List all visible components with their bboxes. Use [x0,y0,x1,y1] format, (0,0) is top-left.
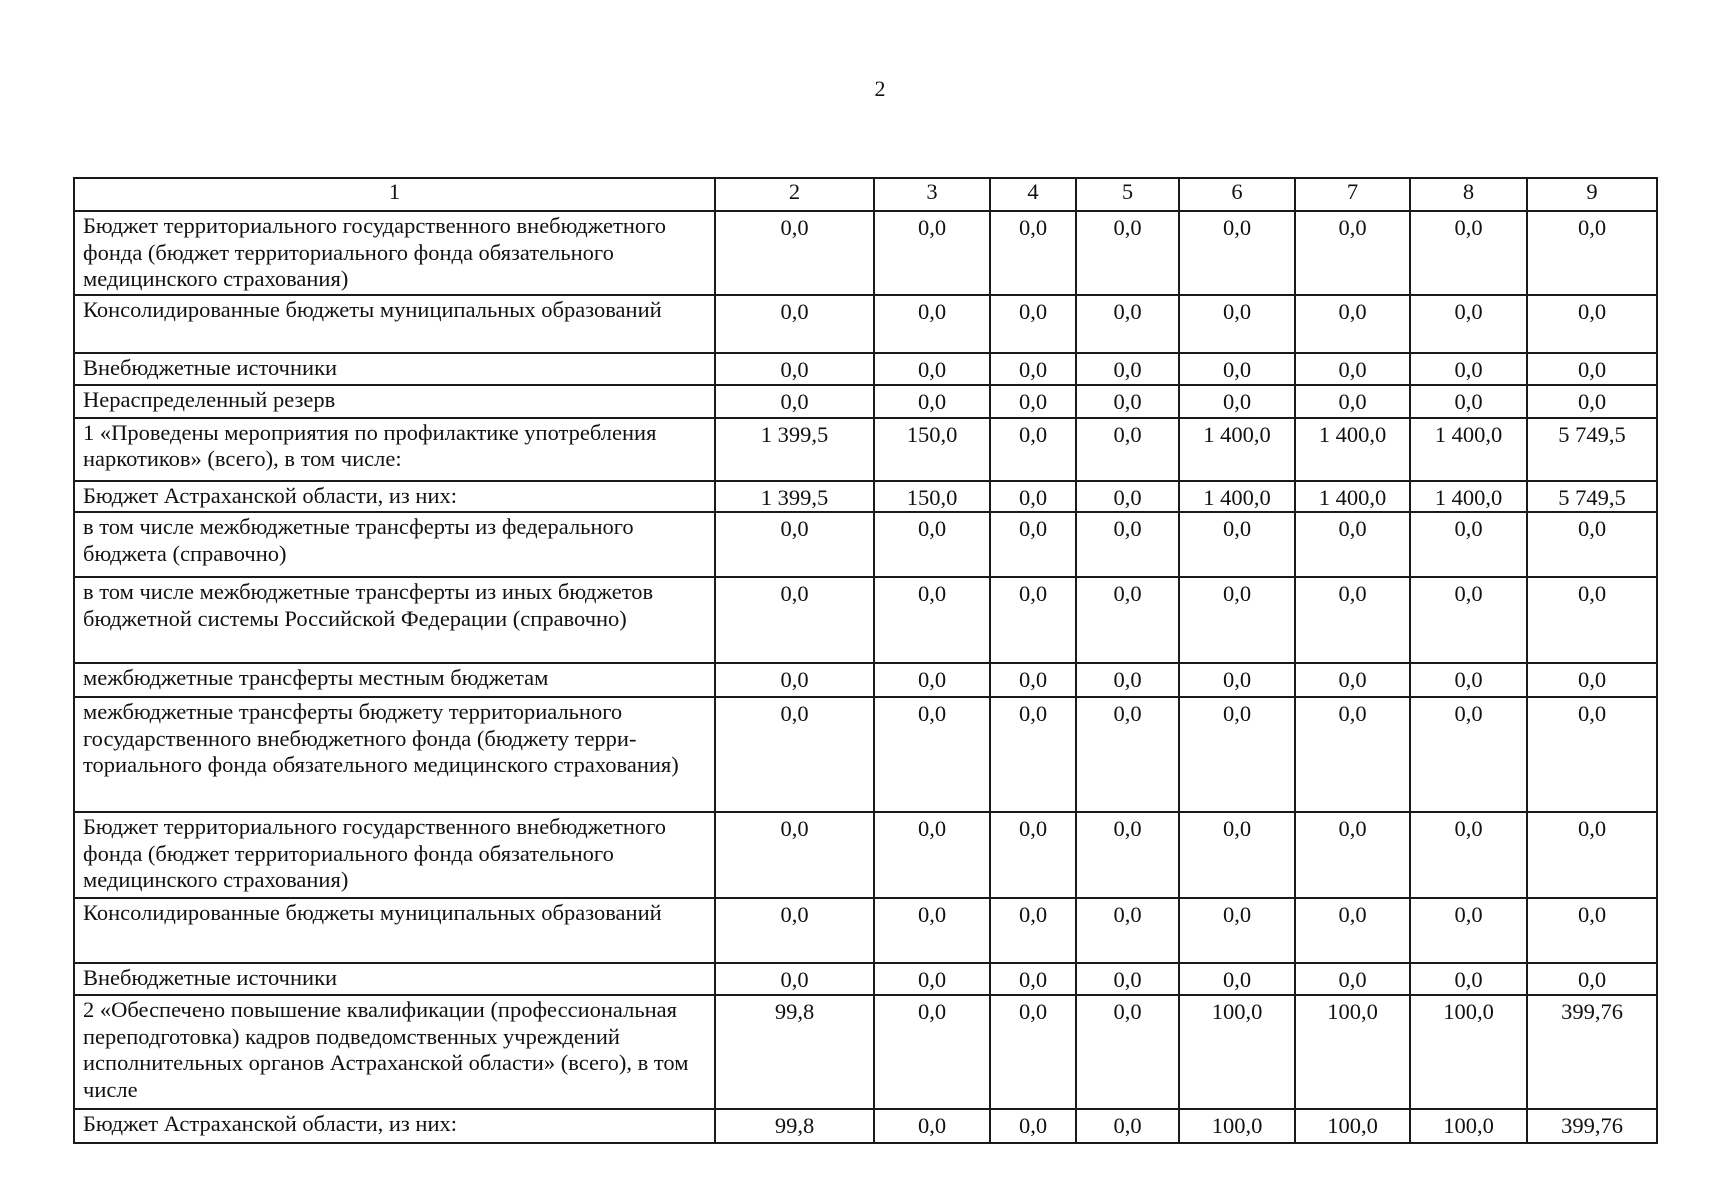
table-row [74,577,1657,663]
cell-value: 0,0 [1527,385,1657,418]
cell-value: 0,0 [1527,697,1657,812]
cell-value: 1 400,0 [1179,418,1295,481]
cell-value: 0,0 [1410,663,1527,697]
cell-value: 0,0 [715,385,874,418]
cell-value: 0,0 [1295,697,1410,812]
table-row [74,663,1657,697]
cell-value: 0,0 [1527,663,1657,697]
budget-table [73,177,1658,1144]
cell-value: 0,0 [715,577,874,663]
cell-value: 1 400,0 [1410,418,1527,481]
cell-value: 1 400,0 [1295,418,1410,481]
cell-value: 1 400,0 [1179,481,1295,513]
cell-value: 0,0 [990,481,1076,513]
cell-value: 0,0 [1179,812,1295,898]
column-header: 6 [1179,178,1295,211]
cell-value: 0,0 [1410,577,1527,663]
cell-value: 0,0 [1410,295,1527,353]
row-label: Консолидированные бюджеты муниципальных образований [74,295,715,353]
cell-value: 1 399,5 [715,418,874,481]
cell-value: 0,0 [715,812,874,898]
row-label: Внебюджетные источники [74,353,715,385]
cell-value: 0,0 [1179,512,1295,577]
row-label: в том числе межбюджетные трансферты из иных бюджетов бюджетной системы Российской Федерации (справочно) [74,577,715,663]
cell-value: 0,0 [1527,577,1657,663]
table-row [74,963,1657,995]
cell-value: 0,0 [1410,963,1527,995]
cell-value: 0,0 [874,295,990,353]
cell-value: 0,0 [1410,211,1527,295]
cell-value: 0,0 [1179,385,1295,418]
cell-value: 0,0 [990,385,1076,418]
cell-value: 0,0 [874,211,990,295]
cell-value: 0,0 [874,353,990,385]
table-row [74,812,1657,898]
cell-value: 0,0 [1410,385,1527,418]
cell-value: 0,0 [1410,353,1527,385]
cell-value: 100,0 [1410,1109,1527,1143]
table-header-row [74,178,1657,211]
table-row [74,211,1657,295]
table-row [74,898,1657,963]
cell-value: 5 749,5 [1527,481,1657,513]
cell-value: 0,0 [990,1109,1076,1143]
cell-value: 0,0 [1179,697,1295,812]
cell-value: 0,0 [1295,663,1410,697]
cell-value: 0,0 [990,697,1076,812]
cell-value: 100,0 [1410,995,1527,1109]
cell-value: 0,0 [715,211,874,295]
table-row [74,995,1657,1109]
cell-value: 0,0 [1076,963,1179,995]
column-header: 8 [1410,178,1527,211]
cell-value: 0,0 [1527,812,1657,898]
cell-value: 0,0 [874,577,990,663]
cell-value: 99,8 [715,995,874,1109]
cell-value: 0,0 [874,697,990,812]
cell-value: 0,0 [1527,963,1657,995]
cell-value: 0,0 [1179,663,1295,697]
table-row [74,295,1657,353]
cell-value: 0,0 [990,963,1076,995]
cell-value: 0,0 [1295,295,1410,353]
cell-value: 0,0 [1295,963,1410,995]
cell-value: 0,0 [874,1109,990,1143]
cell-value: 0,0 [1295,353,1410,385]
cell-value: 0,0 [1076,663,1179,697]
row-label: Бюджет Астраханской области, из них: [74,1109,715,1143]
cell-value: 0,0 [1076,812,1179,898]
cell-value: 0,0 [1527,898,1657,963]
cell-value: 0,0 [715,898,874,963]
cell-value: 0,0 [874,663,990,697]
cell-value: 0,0 [1076,295,1179,353]
column-header: 2 [715,178,874,211]
cell-value: 0,0 [990,577,1076,663]
cell-value: 0,0 [1527,295,1657,353]
cell-value: 0,0 [1076,418,1179,481]
cell-value: 0,0 [1179,577,1295,663]
page-number: 2 [874,76,886,101]
row-label: межбюджетные трансферты бюджету территориального государственного внебюджетного фонда (бюджету территориального фонда обязательного медицинского страхования) [74,697,715,812]
table-row [74,353,1657,385]
cell-value: 0,0 [1076,697,1179,812]
cell-value: 399,76 [1527,995,1657,1109]
cell-value: 0,0 [1295,385,1410,418]
cell-value: 0,0 [715,353,874,385]
row-label: Бюджет территориального государственного внебюджетного фонда (бюджет территориального фонда обязательного медицинского страхования) [74,211,715,295]
cell-value: 0,0 [1179,963,1295,995]
row-label: Внебюджетные источники [74,963,715,995]
column-header: 9 [1527,178,1657,211]
cell-value: 5 749,5 [1527,418,1657,481]
cell-value: 0,0 [990,512,1076,577]
cell-value: 100,0 [1295,1109,1410,1143]
column-header: 5 [1076,178,1179,211]
cell-value: 0,0 [1076,512,1179,577]
cell-value: 0,0 [1295,812,1410,898]
cell-value: 0,0 [990,995,1076,1109]
cell-value: 0,0 [1076,385,1179,418]
cell-value: 0,0 [1076,211,1179,295]
cell-value: 0,0 [874,898,990,963]
cell-value: 0,0 [715,295,874,353]
row-label: Бюджет территориального государственного внебюджетного фонда (бюджет территориального фонда обязательного медицинского страхования) [74,812,715,898]
cell-value: 0,0 [1527,211,1657,295]
cell-value: 100,0 [1179,1109,1295,1143]
cell-value: 0,0 [990,663,1076,697]
cell-value: 0,0 [1410,697,1527,812]
cell-value: 0,0 [715,512,874,577]
cell-value: 0,0 [990,211,1076,295]
cell-value: 0,0 [874,385,990,418]
column-header: 4 [990,178,1076,211]
cell-value: 0,0 [1179,353,1295,385]
cell-value: 0,0 [715,663,874,697]
cell-value: 0,0 [715,963,874,995]
cell-value: 0,0 [990,295,1076,353]
cell-value: 0,0 [990,418,1076,481]
table-body [74,178,1657,1143]
table-row [74,512,1657,577]
cell-value: 99,8 [715,1109,874,1143]
table-row [74,385,1657,418]
cell-value: 1 399,5 [715,481,874,513]
cell-value: 100,0 [1179,995,1295,1109]
cell-value: 0,0 [1076,577,1179,663]
column-header: 7 [1295,178,1410,211]
cell-value: 0,0 [1527,353,1657,385]
cell-value: 0,0 [874,512,990,577]
cell-value: 0,0 [1076,1109,1179,1143]
cell-value: 0,0 [1410,812,1527,898]
row-label: Бюджет Астраханской области, из них: [74,481,715,513]
cell-value: 0,0 [874,963,990,995]
cell-value: 0,0 [874,812,990,898]
table-row [74,481,1657,513]
cell-value: 100,0 [1295,995,1410,1109]
cell-value: 0,0 [1527,512,1657,577]
row-label: межбюджетные трансферты местным бюджетам [74,663,715,697]
row-label: Нераспределенный резерв [74,385,715,418]
cell-value: 150,0 [874,481,990,513]
column-header: 1 [74,178,715,211]
cell-value: 0,0 [874,995,990,1109]
cell-value: 0,0 [1410,512,1527,577]
cell-value: 1 400,0 [1410,481,1527,513]
cell-value: 0,0 [1076,898,1179,963]
cell-value: 0,0 [1179,295,1295,353]
cell-value: 0,0 [1076,995,1179,1109]
cell-value: 0,0 [990,898,1076,963]
cell-value: 0,0 [1076,353,1179,385]
cell-value: 0,0 [1295,211,1410,295]
table-row [74,697,1657,812]
cell-value: 0,0 [990,353,1076,385]
cell-value: 150,0 [874,418,990,481]
cell-value: 399,76 [1527,1109,1657,1143]
cell-value: 0,0 [1076,481,1179,513]
table-row [74,418,1657,481]
row-label: в том числе межбюджетные трансферты из федерального бюджета (справочно) [74,512,715,577]
cell-value: 0,0 [1179,211,1295,295]
table-row [74,1109,1657,1143]
cell-value: 0,0 [1410,898,1527,963]
row-label: 2 «Обеспечено повышение квалификации (профессиональная переподготовка) кадров подведомственных учреждений исполнительных органов Астраханской области» (всего), в том числе [74,995,715,1109]
cell-value: 0,0 [1295,577,1410,663]
cell-value: 1 400,0 [1295,481,1410,513]
row-label: 1 «Проведены мероприятия по профилактике употребления наркотиков» (всего), в том числе: [74,418,715,481]
cell-value: 0,0 [1295,512,1410,577]
cell-value: 0,0 [1179,898,1295,963]
column-header: 3 [874,178,990,211]
cell-value: 0,0 [1295,898,1410,963]
cell-value: 0,0 [715,697,874,812]
cell-value: 0,0 [990,812,1076,898]
row-label: Консолидированные бюджеты муниципальных образований [74,898,715,963]
